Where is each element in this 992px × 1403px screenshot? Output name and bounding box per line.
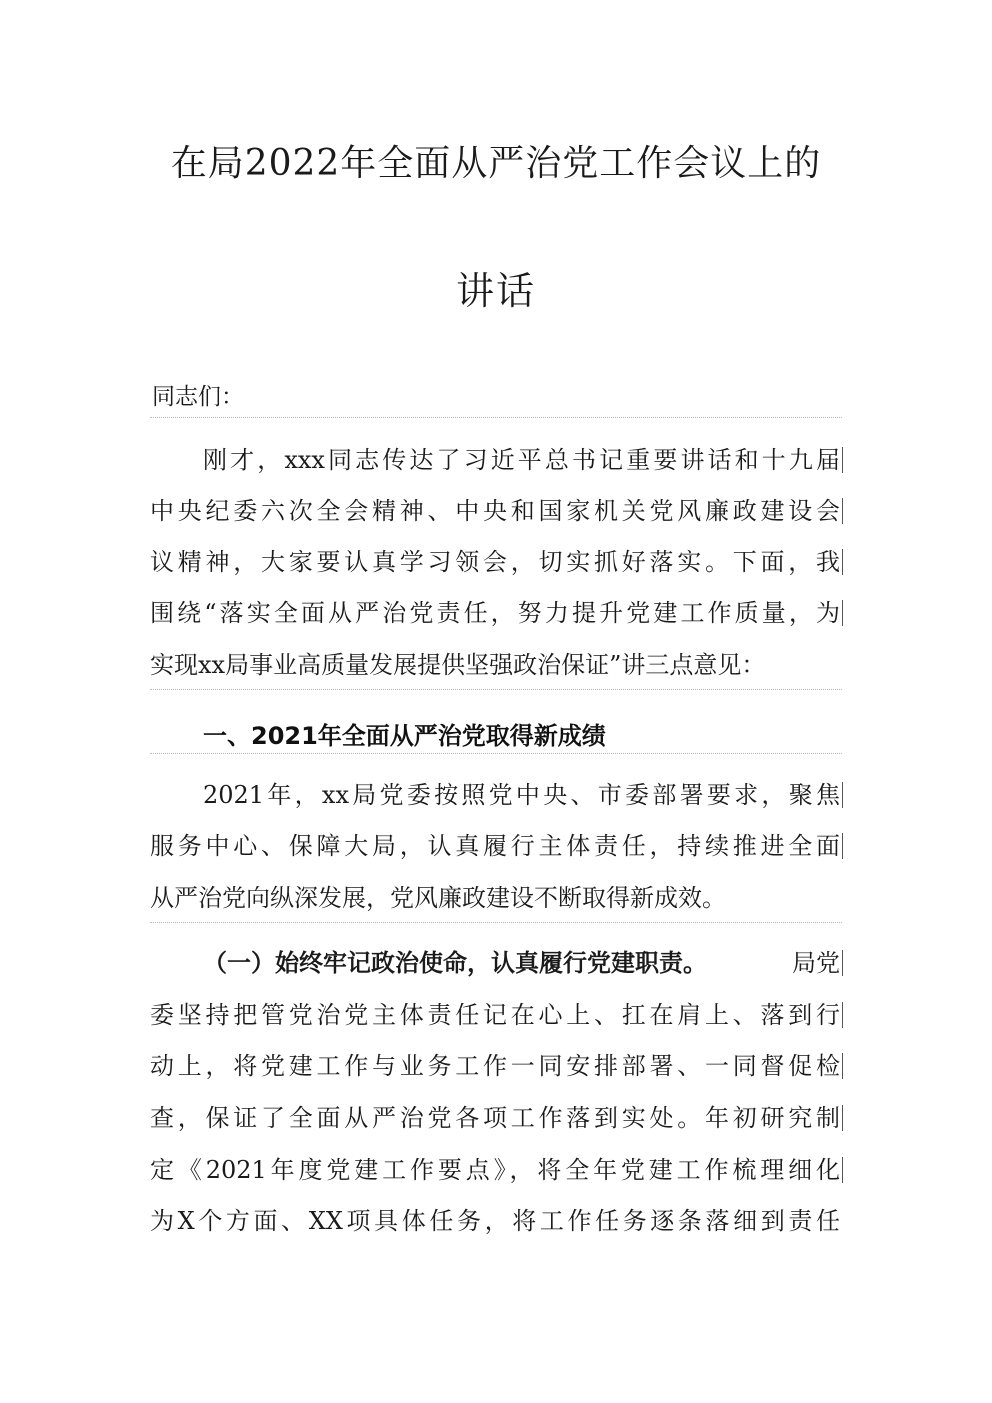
- paragraph-line: 服务中心、保障大局，认真履行主体责任，持续推进全面: [150, 832, 840, 860]
- divider: [150, 753, 842, 754]
- paragraph-line: 刚才，xxx同志传达了习近平总书记重要讲话和十九届: [203, 446, 840, 474]
- paragraph-line: 查，保证了全面从严治党各项工作落到实处。年初研究制: [150, 1104, 840, 1132]
- divider: [150, 689, 842, 690]
- divider: [150, 417, 842, 418]
- paragraph-line: 为X个方面、XX项具体任务，将工作任务逐条落细到责任: [150, 1207, 840, 1235]
- paragraph-line: 议精神，大家要认真学习领会，切实抓好落实。下面，我: [150, 548, 840, 576]
- margin-mark: [842, 1157, 843, 1183]
- paragraph-line: 实现xx局事业高质量发展提供坚强政治保证”讲三点意见：: [150, 651, 766, 679]
- margin-mark: [842, 600, 843, 626]
- paragraph-line: 从严治党向纵深发展，党风廉政建设不断取得新成效。: [150, 884, 726, 912]
- paragraph-line: 2021年，xx局党委按照党中央、市委部署要求，聚焦: [203, 781, 840, 809]
- paragraph-line: 委坚持把管党治党主体责任记在心上、扛在肩上、落到行: [150, 1001, 840, 1029]
- margin-mark: [842, 950, 843, 976]
- subsection-first-line: [203, 948, 840, 978]
- paragraph-line: 动上，将党建工作与业务工作一同安排部署、一同督促检: [150, 1052, 840, 1080]
- paragraph-line: 定《2021年度党建工作要点》，将全年党建工作梳理细化: [150, 1156, 840, 1184]
- paragraph-text: 局党: [792, 949, 840, 977]
- margin-mark: [842, 498, 843, 524]
- margin-mark: [842, 549, 843, 575]
- margin-mark: [842, 1002, 843, 1028]
- subsection-heading: （一）始终牢记政治使命，认真履行党建职责。: [203, 949, 707, 977]
- margin-mark: [842, 447, 843, 473]
- margin-mark: [842, 1053, 843, 1079]
- margin-mark: [842, 833, 843, 859]
- salutation: 同志们：: [152, 384, 244, 410]
- paragraph-line: 中央纪委六次全会精神、中央和国家机关党风廉政建设会: [150, 497, 840, 525]
- divider: [150, 922, 842, 923]
- document-title-continued: 讲话: [455, 269, 536, 313]
- section-heading: 一、2021年全面从严治党取得新成绩: [203, 722, 606, 750]
- document-title: 在局2022年全面从严治党工作会议上的: [170, 143, 822, 184]
- paragraph-line: 围绕“落实全面从严治党责任，努力提升党建工作质量，为: [150, 599, 840, 627]
- margin-mark: [842, 782, 843, 808]
- margin-mark: [842, 1105, 843, 1131]
